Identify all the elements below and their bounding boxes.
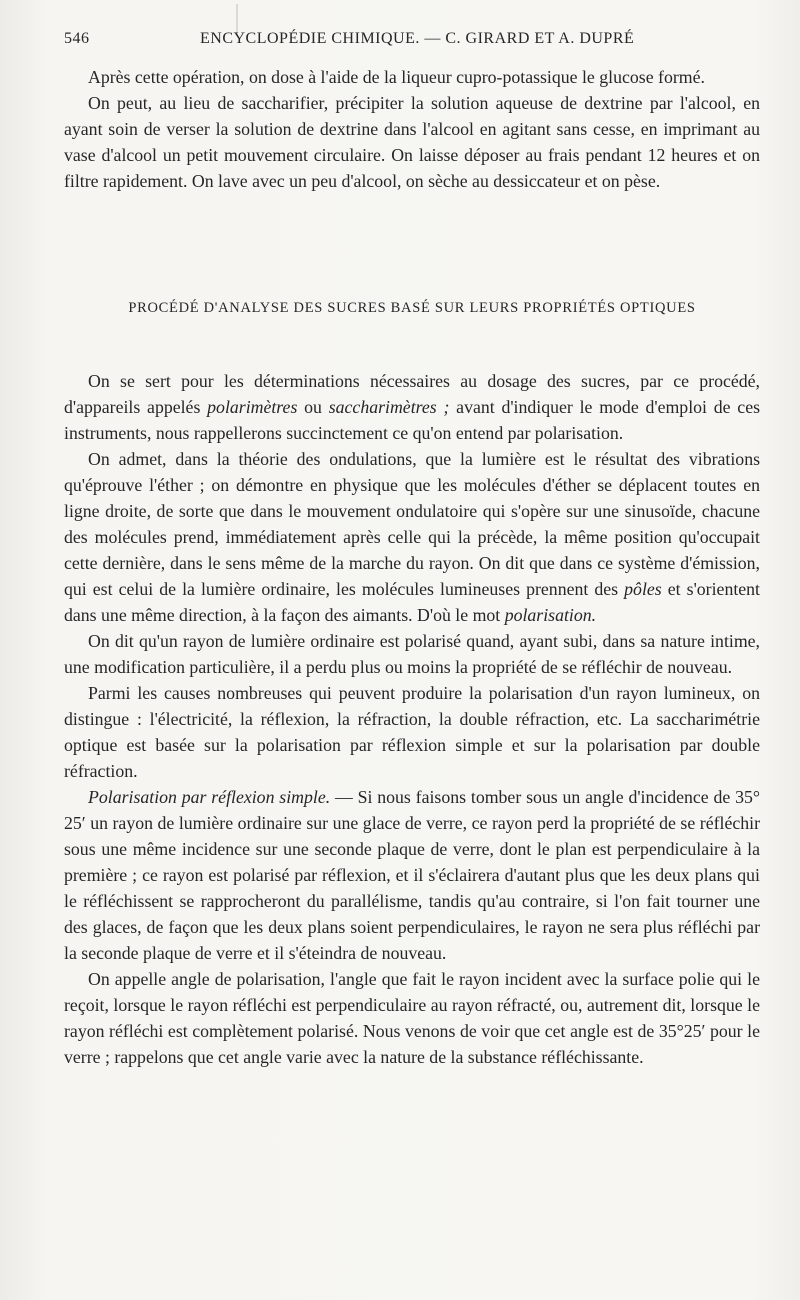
main-text-block bbox=[64, 368, 760, 1070]
text-run: avant d'indiquer le mode d'emploi de ces instruments, nous rappellerons succinctement ce qu'on entend par polarisation. bbox=[64, 397, 761, 443]
text-run: On se sert pour les déterminations nécessaires au dosage des sucres, par ce procédé, d'appareils appelés bbox=[64, 371, 760, 417]
italic-term: saccharimètres ; bbox=[328, 397, 450, 417]
section-heading: PROCÉDÉ D'ANALYSE DES SUCRES BASÉ SUR LEURS PROPRIÉTÉS OPTIQUES bbox=[128, 300, 696, 316]
text-run: et s'orientent dans une même direction, à la façon des aimants. D'où le mot bbox=[64, 579, 760, 625]
page-header bbox=[64, 30, 760, 54]
italic-term: polarisation. bbox=[504, 605, 597, 625]
paragraph: On dit qu'un rayon de lumière ordinaire est polarisé quand, ayant subi, dans sa nature intime, une modification particulière, il a perdu plus ou moins la propriété de se réfléchir de nouveau. bbox=[64, 631, 760, 677]
italic-term: pôles bbox=[624, 579, 662, 599]
paragraph: On appelle angle de polarisation, l'angle que fait le rayon incident avec la surface polie qui le reçoit, lorsque le rayon réfléchi est perpendiculaire au rayon réfracté, ou, autrement dit, lorsque le rayon réfléchi est complètement polarisé. Nous venons de voir que cet angle est de 35°25′ pour le verre ; rappelons que cet angle varie avec la nature de la substance réfléchissante. bbox=[64, 969, 760, 1067]
paragraph: Parmi les causes nombreuses qui peuvent produire la polarisation d'un rayon lumineux, on distingue : l'électricité, la réflexion, la réfraction, la double réfraction, etc. La saccharimétrie optique est basée sur la polarisation par réflexion simple et sur la polarisation par double réfraction. bbox=[64, 683, 760, 781]
text-run: On admet, dans la théorie des ondulations, que la lumière est le résultat des vibrations qu'éprouve l'éther ; on démontre en physique que les molécules d'éther se déplacent toutes en ligne droite, de sorte que dans le mouvement ondulatoire qui s'opère sur une sinusoïde, chacune des molécules prend, immédiatement après celle qui la précède, la même position qu'occupait cette dernière, dans le sens même de la marche du rayon. On dit que dans ce système d'émission, qui est celui de la lumière ordinaire, les molécules lumineuses prennent des bbox=[64, 449, 760, 599]
page-number: 546 bbox=[64, 30, 90, 47]
paragraph bbox=[64, 446, 760, 628]
running-head: ENCYCLOPÉDIE CHIMIQUE. — C. GIRARD ET A. DUPRÉ bbox=[200, 30, 635, 47]
text-run: — Si nous faisons tomber sous un angle d'incidence de 35° 25′ un rayon de lumière ordinaire sur une glace de verre, ce rayon perd la propriété de se réfléchir sous une même incidence sur une seconde plaque de verre, dont le plan est perpendiculaire à la première ; ce rayon est polarisé par réflexion, et il s'éclairera d'autant plus que les deux plans qui le réfléchissent se rapprocheront du parallélisme, tandis qu'au contraire, si l'on fait tourner une des glaces, de façon que les deux plans soient perpendiculaires, le rayon ne sera plus réfléchi par la seconde plaque de verre et il s'éteindra de nouveau. bbox=[64, 787, 760, 963]
paragraph bbox=[64, 368, 760, 446]
paragraph: On peut, au lieu de saccharifier, précipiter la solution aqueuse de dextrine par l'alcool, en ayant soin de verser la solution de dextrine dans l'alcool en agitant sans cesse, en imprimant au vase d'alcool un petit mouvement circulaire. On laisse déposer au frais pendant 12 heures et on filtre rapidement. On lave avec un peu d'alcool, on sèche au dessiccateur et on pèse. bbox=[64, 93, 760, 191]
top-text-block bbox=[64, 64, 760, 194]
text-run: ou bbox=[297, 397, 329, 417]
paragraph bbox=[64, 784, 760, 966]
paragraph: Après cette opération, on dose à l'aide de la liqueur cupro-potassique le glucose formé. bbox=[88, 67, 705, 87]
italic-term: polarimètres bbox=[207, 397, 298, 417]
italic-subheading: Polarisation par réflexion simple. bbox=[88, 787, 331, 807]
